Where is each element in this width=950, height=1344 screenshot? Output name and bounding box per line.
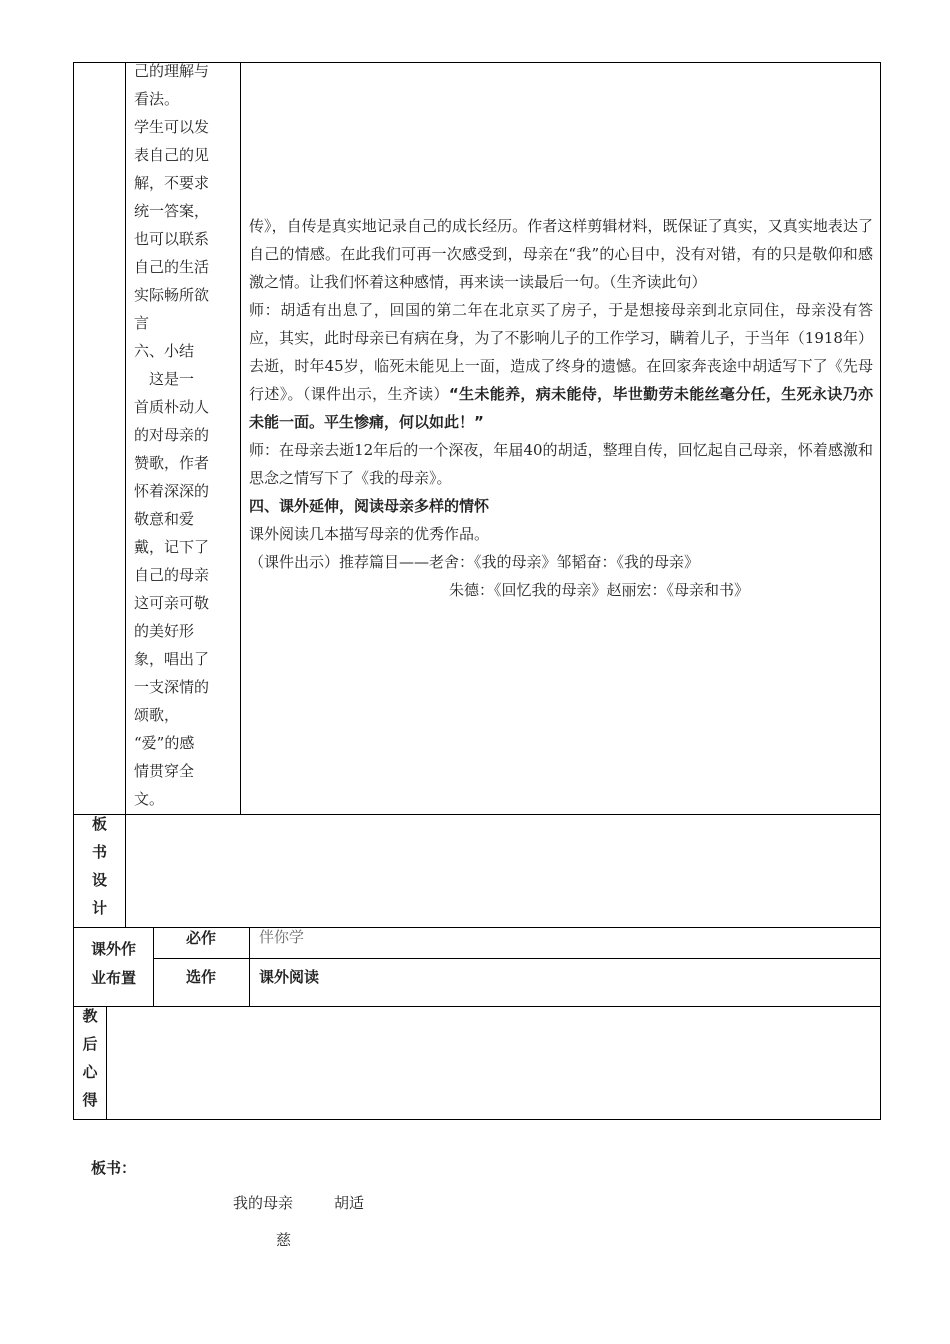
section-heading-extension: 四、课外延伸，阅读母亲多样的情怀 bbox=[249, 497, 490, 515]
required-label: 必作 bbox=[185, 929, 216, 947]
required-value: 伴你学 bbox=[259, 928, 305, 946]
notes-line: 戴，记下了 bbox=[134, 538, 210, 556]
label-char: 心 bbox=[82, 1063, 98, 1081]
notes-line: 这是一 bbox=[134, 370, 195, 388]
label-char: 书 bbox=[91, 843, 107, 861]
notes-line: 六、小结 bbox=[134, 342, 195, 360]
notes-line: 自己的生活 bbox=[134, 258, 210, 276]
homework-label bbox=[74, 935, 153, 993]
notes-line: 统一答案， bbox=[134, 202, 210, 220]
label-char: 设 bbox=[91, 871, 107, 889]
table-border-bottom bbox=[73, 1119, 881, 1120]
label-char: 得 bbox=[82, 1091, 98, 1109]
table-border-right bbox=[880, 62, 881, 1120]
label-char: 计 bbox=[91, 899, 107, 917]
notes-line: 也可以联系 bbox=[134, 230, 210, 248]
notes-line: 一支深情的 bbox=[134, 678, 210, 696]
paragraph-autobiography: 传》，自传是真实地记录自己的成长经历。作者这样剪辑材料，既保证了真实，又真实地表达了自己的情感。在此我们可再一次感受到，母亲在“我”的心目中，没有对错，有的只是敬仰和感激之情。让我们怀着这种感情，再来读一读最后一句。（生齐读此句） bbox=[249, 217, 873, 291]
notes-line: 自己的母亲 bbox=[134, 566, 210, 584]
col-divider-reflection bbox=[106, 1006, 107, 1120]
notes-line: 看法。 bbox=[134, 90, 180, 108]
label-char: 后 bbox=[82, 1035, 98, 1053]
notes-line: 学生可以发 bbox=[134, 118, 210, 136]
notes-line: 表自己的见 bbox=[134, 146, 210, 164]
notes-line: 文。 bbox=[134, 790, 165, 808]
blackboard-author: 胡适 bbox=[334, 1194, 365, 1212]
notes-line: “爱”的感 bbox=[134, 734, 195, 752]
recommended-list-2: 朱德：《回忆我的母亲》赵丽宏：《母亲和书》 bbox=[449, 581, 750, 599]
row-divider-reflection bbox=[73, 1006, 881, 1007]
blackboard-title: 我的母亲 bbox=[233, 1194, 294, 1212]
teaching-notes-column bbox=[134, 57, 234, 813]
notes-line: 颂歌， bbox=[134, 706, 180, 724]
row-divider-homework-inner bbox=[153, 958, 881, 959]
notes-line: 赞歌，作者 bbox=[134, 454, 210, 472]
paragraph-mother-death bbox=[249, 296, 873, 436]
homework-label-line: 课外作 bbox=[90, 940, 136, 958]
notes-line: 情贯穿全 bbox=[134, 762, 195, 780]
reflection-label bbox=[74, 1002, 106, 1114]
optional-label: 选作 bbox=[185, 968, 216, 986]
col-divider-board bbox=[125, 814, 126, 927]
paragraph-mother-death-text: 师：胡适有出息了，回国的第二年在北京买了房子，于是想接母亲到北京同住，母亲没有答应，其实，此时母亲已有病在身，为了不影响儿子的工作学习，瞒着儿子，于当年（1918年）去逝，时年45岁，临死未能见上一面，造成了终身的遗憾。在回家奔丧途中胡适写下了《先母行述》。（课件出示，生齐读） bbox=[249, 301, 873, 403]
col-divider-1 bbox=[125, 62, 126, 814]
memorial-quote: “生未能养，病未能侍，毕世勤劳未能丝毫分任，生死永诀乃亦未能一面。平生惨痛，何以如此！” bbox=[249, 385, 873, 431]
paragraph-writing-autobiography: 师：在母亲去逝12年后的一个深夜，年届40的胡适，整理自传，回忆起自己母亲，怀着感激和思念之情写下了《我的母亲》。 bbox=[249, 441, 873, 487]
row-divider-board bbox=[73, 814, 881, 815]
lesson-content bbox=[249, 212, 873, 604]
notes-line: 言 bbox=[134, 314, 150, 332]
notes-line: 怀着深深的 bbox=[134, 482, 210, 500]
notes-line: 这可亲可敬 bbox=[134, 594, 210, 612]
col-divider-2 bbox=[240, 62, 241, 814]
notes-line: 的美好形 bbox=[134, 622, 195, 640]
notes-line: 敬意和爱 bbox=[134, 510, 195, 528]
board-design-label bbox=[74, 810, 125, 922]
notes-line: 实际畅所欲 bbox=[134, 286, 210, 304]
label-char: 教 bbox=[82, 1007, 98, 1025]
optional-value: 课外阅读 bbox=[259, 968, 320, 986]
notes-line: 的对母亲的 bbox=[134, 426, 210, 444]
recommended-list-1: （课件出示）推荐篇目——老舍：《我的母亲》邹韬奋：《我的母亲》 bbox=[249, 553, 700, 571]
col-divider-homework-2 bbox=[249, 927, 250, 1007]
label-char: 板 bbox=[91, 815, 107, 833]
blackboard-char: 慈 bbox=[276, 1231, 292, 1249]
blackboard-heading: 板书： bbox=[91, 1159, 137, 1177]
notes-line: 象，唱出了 bbox=[134, 650, 210, 668]
homework-label-line: 业布置 bbox=[90, 969, 136, 987]
notes-line: 解，不要求 bbox=[134, 174, 210, 192]
paragraph-extra-reading: 课外阅读几本描写母亲的优秀作品。 bbox=[249, 525, 490, 543]
notes-line: 首质朴动人 bbox=[134, 398, 210, 416]
notes-line: 己的理解与 bbox=[134, 62, 210, 80]
